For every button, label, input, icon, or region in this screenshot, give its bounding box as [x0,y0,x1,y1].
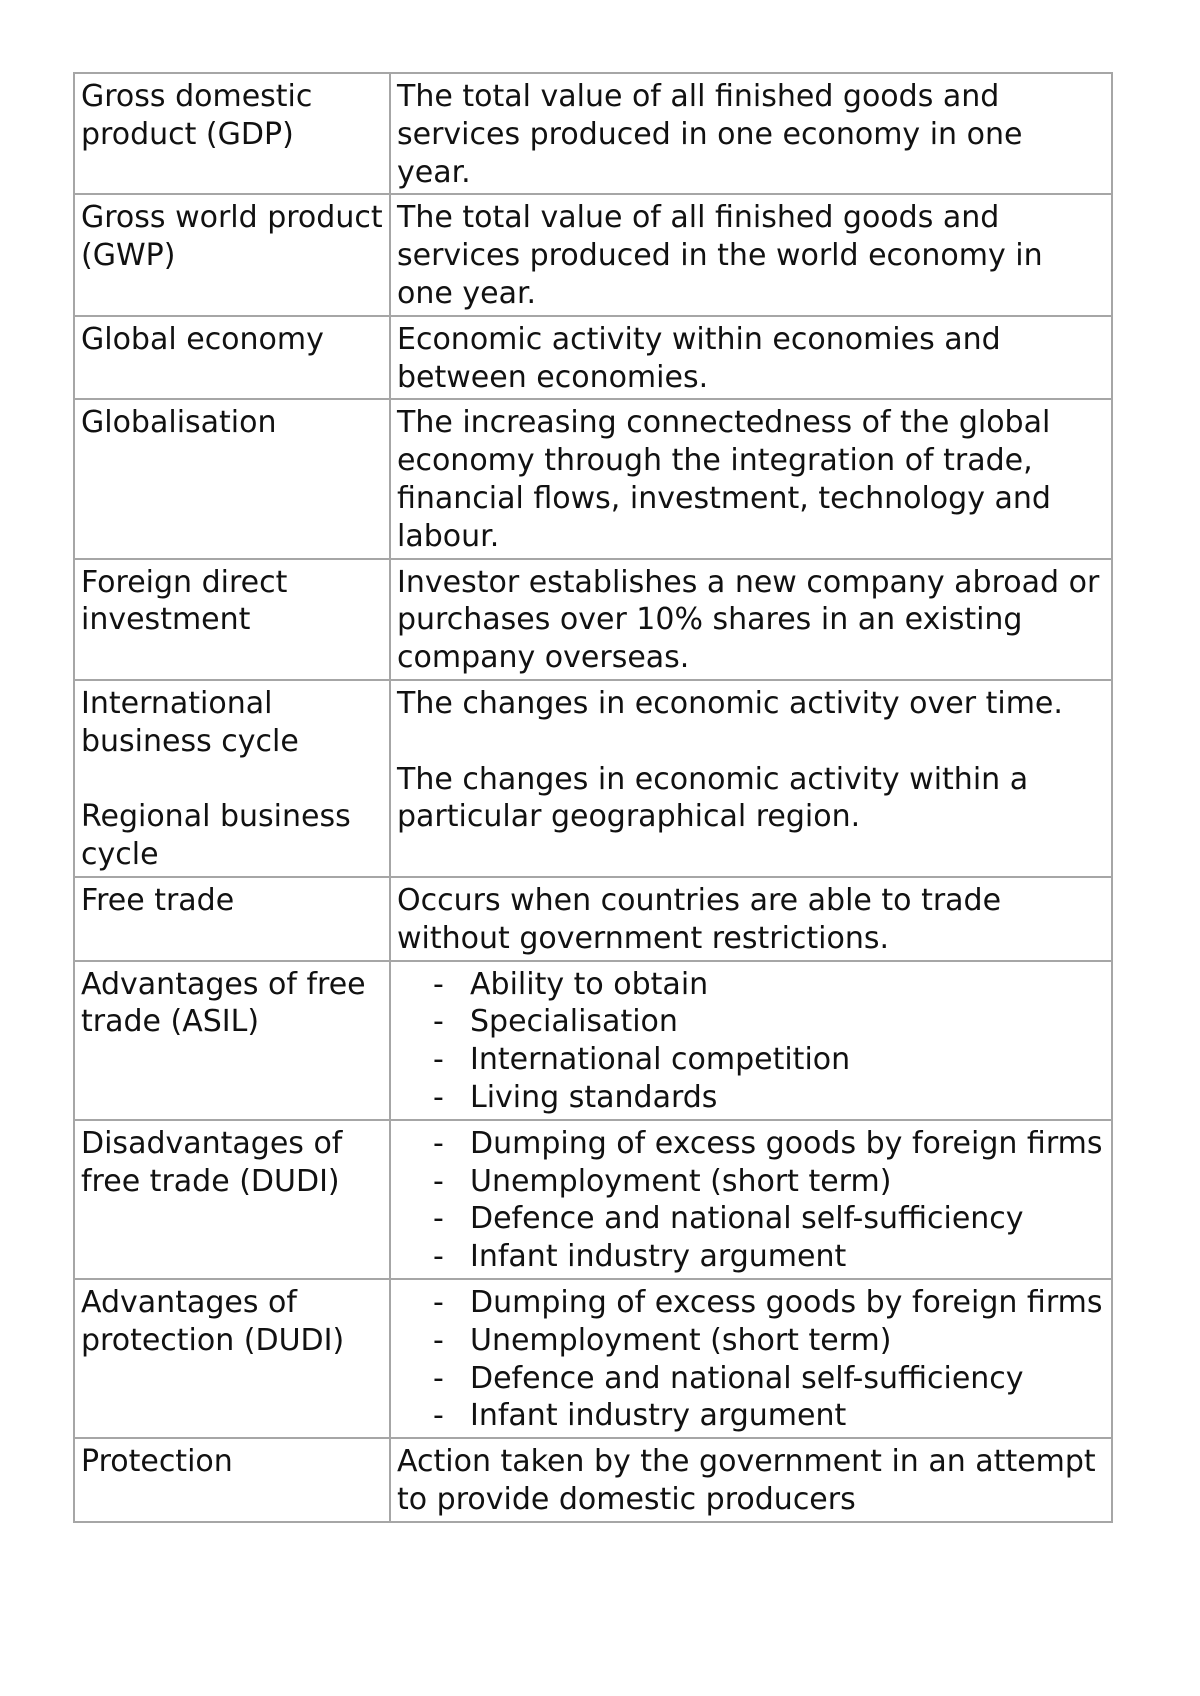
bullet-list [397,1125,1105,1276]
list-item-text: Specialisation [470,1004,678,1040]
list-item-text: International competition [470,1042,851,1078]
bullet-list [397,966,1105,1117]
list-item [397,1397,1105,1435]
list-item [397,1238,1105,1276]
definition-cell [390,877,1112,961]
definition-cell [390,680,1112,877]
term-text: Gross world product (GWP) [81,200,383,274]
dash-bullet: - [433,1284,444,1320]
definition-cell [390,1120,1112,1279]
term-cell [74,399,390,558]
definition-cell [390,316,1112,400]
definition-cell [390,1438,1112,1522]
term-text: Global economy [81,321,324,357]
definition-text: Occurs when countries are able to trade without government restrictions. [397,882,1002,956]
definition-cell [390,399,1112,558]
table-row [74,877,1112,961]
dash-bullet: - [433,1004,444,1040]
definition-text: The increasing connectedness of the global economy through the integration of trade, financial flows, investment, technology and labour. [397,405,1051,554]
term-cell [74,559,390,680]
table-row [74,194,1112,315]
table-row [74,73,1112,194]
bullet-list [397,1284,1105,1435]
list-item [397,1322,1105,1360]
term-text: Regional business cycle [81,799,351,873]
list-item [397,1163,1105,1201]
list-item-text: Unemployment (short term) [470,1322,892,1358]
term-cell [74,316,390,400]
term-cell [74,961,390,1120]
list-item-text: Ability to obtain [470,966,709,1002]
definition-cell [390,961,1112,1120]
dash-bullet: - [433,1042,444,1078]
list-item [397,1003,1105,1041]
dash-bullet: - [433,1079,444,1115]
definition-text: Action taken by the government in an attempt to provide domestic producers [397,1444,1096,1517]
dash-bullet: - [433,1125,444,1161]
definition-text: The changes in economic activity over time. [397,685,1063,721]
term-cell [74,680,390,877]
term-text: International business cycle [81,685,299,759]
table-row [74,1120,1112,1279]
term-text: Free trade [81,882,235,918]
definition-cell [390,73,1112,194]
dash-bullet: - [433,1360,444,1396]
term-text: Advantages of free trade (ASIL) [81,966,366,1040]
term-text: Advantages of protection (DUDI) [81,1284,345,1358]
term-cell [74,1438,390,1522]
dash-bullet: - [433,1322,444,1358]
list-item-text: Defence and national self-sufficiency [470,1360,1024,1396]
term-cell [74,73,390,194]
list-item-text: Infant industry argument [470,1398,847,1434]
list-item-text: Infant industry argument [470,1239,847,1275]
list-item-text: Defence and national self-sufficiency [470,1201,1024,1237]
table-row [74,559,1112,680]
term-text: Protection [81,1444,233,1480]
dash-bullet: - [433,966,444,1002]
definition-text: The total value of all finished goods and services produced in one economy in one year. [397,79,1023,190]
list-item [397,1360,1105,1398]
term-cell [74,1120,390,1279]
list-item [397,1125,1105,1163]
list-item-text: Living standards [470,1079,718,1115]
table-row [74,399,1112,558]
list-item [397,1200,1105,1238]
dash-bullet: - [433,1239,444,1275]
definition-text: The changes in economic activity within a particular geographical region. [397,761,1029,835]
table-row [74,316,1112,400]
list-item [397,1079,1105,1117]
table-row [74,1438,1112,1522]
dash-bullet: - [433,1163,444,1199]
list-item-text: Unemployment (short term) [470,1163,892,1199]
table-row [74,1279,1112,1438]
definition-text: The total value of all finished goods and services produced in the world economy in one year. [397,200,1043,311]
term-cell [74,194,390,315]
list-item-text: Dumping of excess goods by foreign firms [470,1125,1103,1161]
glossary-table [73,72,1113,1523]
list-item [397,1284,1105,1322]
term-cell [74,1279,390,1438]
definition-cell [390,559,1112,680]
term-text: Disadvantages of free trade (DUDI) [81,1125,343,1199]
list-item-text: Dumping of excess goods by foreign firms [470,1284,1103,1320]
definition-text: Economic activity within economies and between economies. [397,321,1001,395]
term-text: Foreign direct investment [81,564,288,638]
paragraph-gap [397,723,1105,761]
paragraph-gap [81,761,383,799]
definition-cell [390,194,1112,315]
list-item [397,1041,1105,1079]
list-item [397,966,1105,1004]
term-cell [74,877,390,961]
table-row [74,680,1112,877]
dash-bullet: - [433,1398,444,1434]
definition-cell [390,1279,1112,1438]
definition-text: Investor establishes a new company abroad or purchases over 10% shares in an existing company overseas. [397,564,1100,676]
dash-bullet: - [433,1201,444,1237]
table-row [74,961,1112,1120]
term-text: Globalisation [81,405,277,441]
term-text: Gross domestic product (GDP) [81,79,313,152]
